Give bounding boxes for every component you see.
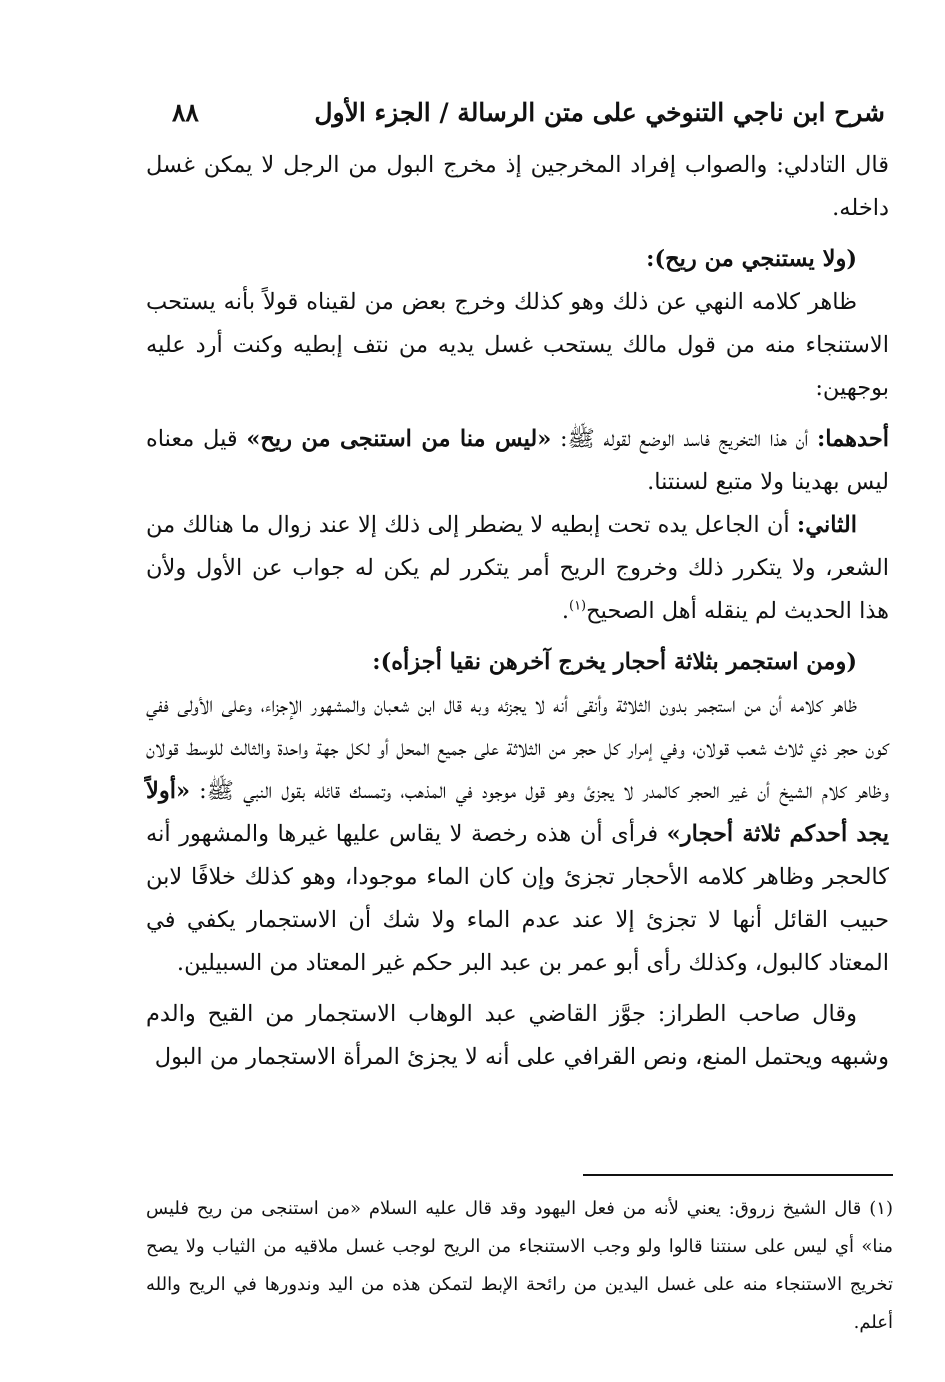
paragraph-label: الثاني:	[796, 512, 857, 538]
hadith-quote: «أولاً يجد أحدكم ثلاثة أحجار»	[146, 778, 890, 847]
paragraph-text: فرأى أن هذه رخصة لا يقاس عليها غيرها والمشهور أنه كالحجر وظاهر كلامه الأحجار تجزئ وإن كان الماء موجودا، وهو كذلك خلافًا لابن حبيب القائل أنها لا تجزئ إلا عند عدم الماء ولا شك أن الاستجمار يكفي في المعتاد كالبول، وكذلك رأى أبو عمر بن عبد البر حكم غير المعتاد من السبيلين.	[146, 821, 889, 976]
paragraph-text: قيل معناه ليس بهدينا ولا متبع لسنتنا.	[146, 426, 889, 495]
paragraph-text: ظاهر كلامه أن من استجمر بدون الثلاثة وأنقى أنه لا يجزئه وبه قال ابن شعبان والمشهور الإجزاء، وعلى الأولى ففي كون حجر ذي ثلاث شعب قولان، وفي إمرار كل حجر من الثلاثة على جميع المحل أو لكل جهة واحدة والثالث للوسط قولان وظاهر كلام الشيخ أن غير الحجر كالمدر لا يجزئ وهو قول موجود في المذهب، وتمسك قائله بقول النبي ﷺ:	[146, 692, 889, 804]
page-number: ٨٨	[172, 97, 199, 127]
running-title: شرح ابن ناجي التنوخي على متن الرسالة / الجزء الأول	[314, 97, 885, 127]
paragraph	[146, 504, 889, 633]
footnotes	[146, 1190, 893, 1342]
section-heading: (ومن استجمر بثلاثة أحجار يخرج آخرهن نقيا أجزأه):	[372, 649, 857, 675]
paragraph-label: أحدهما:	[816, 426, 889, 452]
paragraph	[146, 418, 889, 504]
paragraph-text: .	[561, 598, 569, 624]
paragraph: قال التادلي: والصواب إفراد المخرجين إذ مخرج البول من الرجل لا يمكن غسل داخله.	[146, 152, 889, 221]
section-heading: (ولا يستنجي من ريح):	[646, 246, 857, 272]
paragraph-text: أن هذا التخريج فاسد الوضع لقوله ﷺ:	[551, 426, 817, 452]
footnote-reference: (١)	[568, 598, 587, 614]
footnote-separator	[583, 1174, 893, 1176]
paragraph	[146, 684, 889, 985]
paragraph: وقال صاحب الطراز: جوَّز القاضي عبد الوهاب الاستجمار من القيح والدم وشبهه ويحتمل المنع، ونص القرافي على أنه لا يجزئ المرأة الاستجمار من البول	[146, 1001, 889, 1070]
header-number-group	[146, 98, 199, 127]
paragraph: ظاهر كلامه النهي عن ذلك وهو كذلك وخرج بعض من لقيناه قولاً بأنه يستحب الاستنجاء منه من قول مالك يستحب غسل يديه من نتف إبطيه وكنت أرد عليه بوجهين:	[146, 289, 889, 401]
page-header	[146, 92, 885, 132]
hadith-quote: «ليس منا من استنجى من ريح»	[246, 426, 552, 452]
main-text	[146, 144, 889, 1087]
footnote: (١) قال الشيخ زروق: يعني لأنه من فعل اليهود وقد قال عليه السلام «من استنجى من ريح فليس منا» أي ليس على سنتنا قالوا ولو وجب الاستنجاء من الريح لوجب غسل ملاقيه من الثياب ولا يصح تخريج الاستنجاء منه على غسل اليدين من رائحة الإبط لتمكن هذه من اليد وندورها في الريح والله أعلم.	[146, 1198, 893, 1333]
paragraph-text: أن الجاعل يده تحت إبطيه لا يضطر إلى ذلك إلا عند زوال ما هنالك من الشعر، ولا يتكرر ذلك وخروج الريح أمر يتكرر لم يكن له جواب عن الأول ولأن هذا الحديث لم ينقله أهل الصحيح	[146, 512, 889, 624]
